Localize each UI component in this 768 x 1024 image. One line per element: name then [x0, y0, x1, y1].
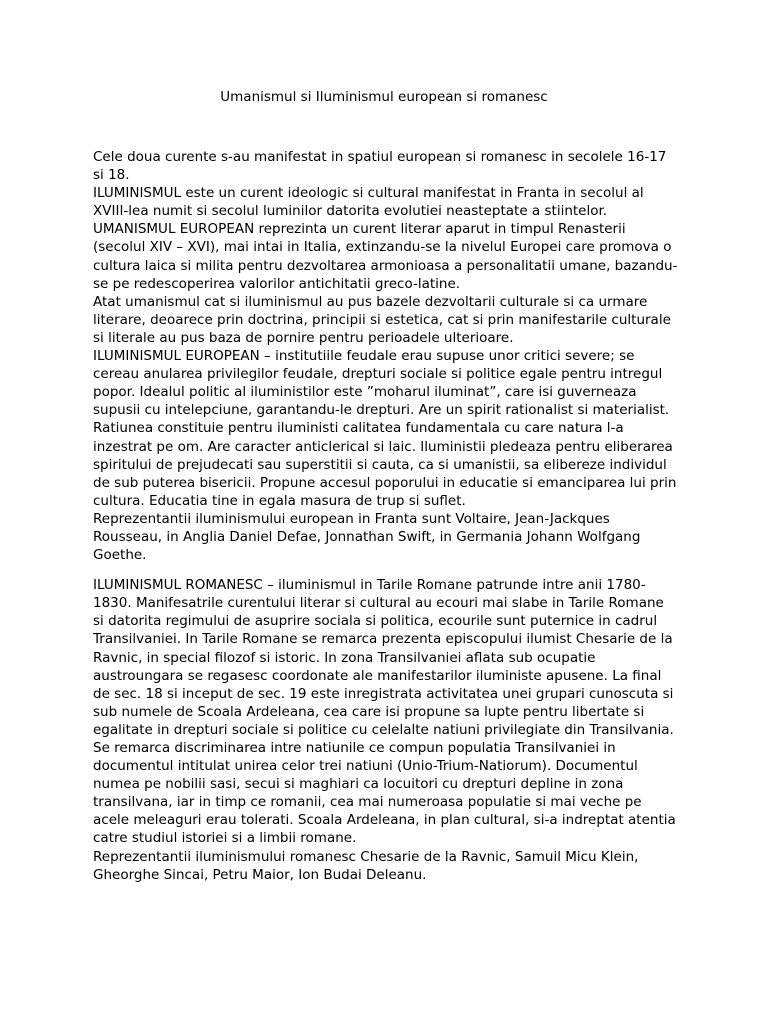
document-body	[93, 148, 678, 884]
paragraph-reprezentanti-romani: Reprezentantii iluminismului romanesc Chesarie de la Ravnic, Samuil Micu Klein, Gheorghe Sincai, Petru Maior, Ion Budai Deleanu.	[93, 848, 639, 883]
paragraph-spacer	[93, 564, 678, 576]
paragraph-iluminismul-definition: ILUMINISMUL este un curent ideologic si cultural manifestat in Franta in secolul al XVIII-lea numit si secolul luminilor datorita evolutiei neasteptate a stiintelor.	[93, 185, 644, 220]
paragraph-umanismul-european: UMANISMUL EUROPEAN reprezinta un curent literar aparut in timpul Renasterii (secolul XIV – XVI), mai intai in Italia, extinzandu-se la nivelul Europei care promova o cultura laica si milita pentru dezvoltarea armonioasa a personalitatii umane, bazandu-se pe redescoperirea valorilor antichitatii greco-latine.	[93, 221, 678, 292]
document-title: Umanismul si Iluminismul european si romanesc	[220, 89, 548, 105]
paragraph-bazele-dezvoltarii: Atat umanismul cat si iluminismul au pus bazele dezvoltarii culturale si ca urmare literare, deoarece prin doctrina, principii si estetica, cat si prin manifestarile culturale si literale au pus baza de pornire pentru perioadele ulterioare.	[93, 293, 671, 346]
paragraph-iluminismul-european: ILUMINISMUL EUROPEAN – institutiile feudale erau supuse unor critici severe; se cereau anularea privilegilor feudale, drepturi sociale si politice egale pentru intregul popor. Idealul politic al iluministilor este ”moharul iluminat”, care isi guverneaza supusii cu intelepciune, garantandu-le drepturi. Are un spirit rationalist si materialist. Ratiunea constituie pentru iluministi calitatea fundamentala cu care natura l-a inzestrat pe om. Are caracter anticlerical si laic. Iluministii pledeaza pentru eliberarea spiritului de prejudecati sau superstitii si cauta, ca si umanistii, sa elibereze individul de sub puterea bisericii. Propune accesul poporului in educatie si emanciparea lui prin cultura. Educatia tine in egala masura de trup si suflet.	[93, 348, 677, 509]
paragraph-reprezentanti-europeni: Reprezentantii iluminismului european in Franta sunt Voltaire, Jean-Jackques Rousseau, in Anglia Daniel Defae, Jonnathan Swift, in Germania Johann Wolfgang Goethe.	[93, 510, 641, 564]
paragraph-intro: Cele doua curente s-au manifestat in spatiul european si romanesc in secolele 16-17 si 18.	[93, 149, 667, 184]
paragraph-iluminismul-romanesc: ILUMINISMUL ROMANESC – iluminismul in Tarile Romane patrunde intre anii 1780-1830. Manifesatrile curentului literar si cultural au ecouri mai slabe in Tarile Romane si datorita regimului de asuprire sociala si politica, ecourile sunt puternice in cadrul Transilvaniei. In Tarile Romane se remarca prezenta episcopului ilumist Chesarie de la Ravnic, in special filozof si istoric. In zona Transilvaniei aflata sub ocupatie austroungara se regasesc coordonate ale manifestarilor iluministe apusene. La final de sec. 18 si inceput de sec. 19 este inregistrata activitatea unei grupari cunoscuta si sub numele de Scoala Ardeleana, cea care isi propune sa lupte pentru libertate si egalitate in drepturi sociale si politice cu celelalte natiuni privilegiate din Transilvania. Se remarca discriminarea intre natiunile ce compun populatia Transilvaniei in documentul intitulat unirea celor trei natiuni (Unio-Trium-Natiorum). Documentul numea pe nobilii sasi, secui si maghiari ca locuitori cu drepturi depline in zona transilvana, iar in timp ce romanii, cea mai numeroasa populatie si mai veche pe acele meleaguri erau tolerati. Scoala Ardeleana, in plan cultural, si-a indreptat atentia catre studiul istoriei si a limbii romane.	[93, 577, 676, 847]
